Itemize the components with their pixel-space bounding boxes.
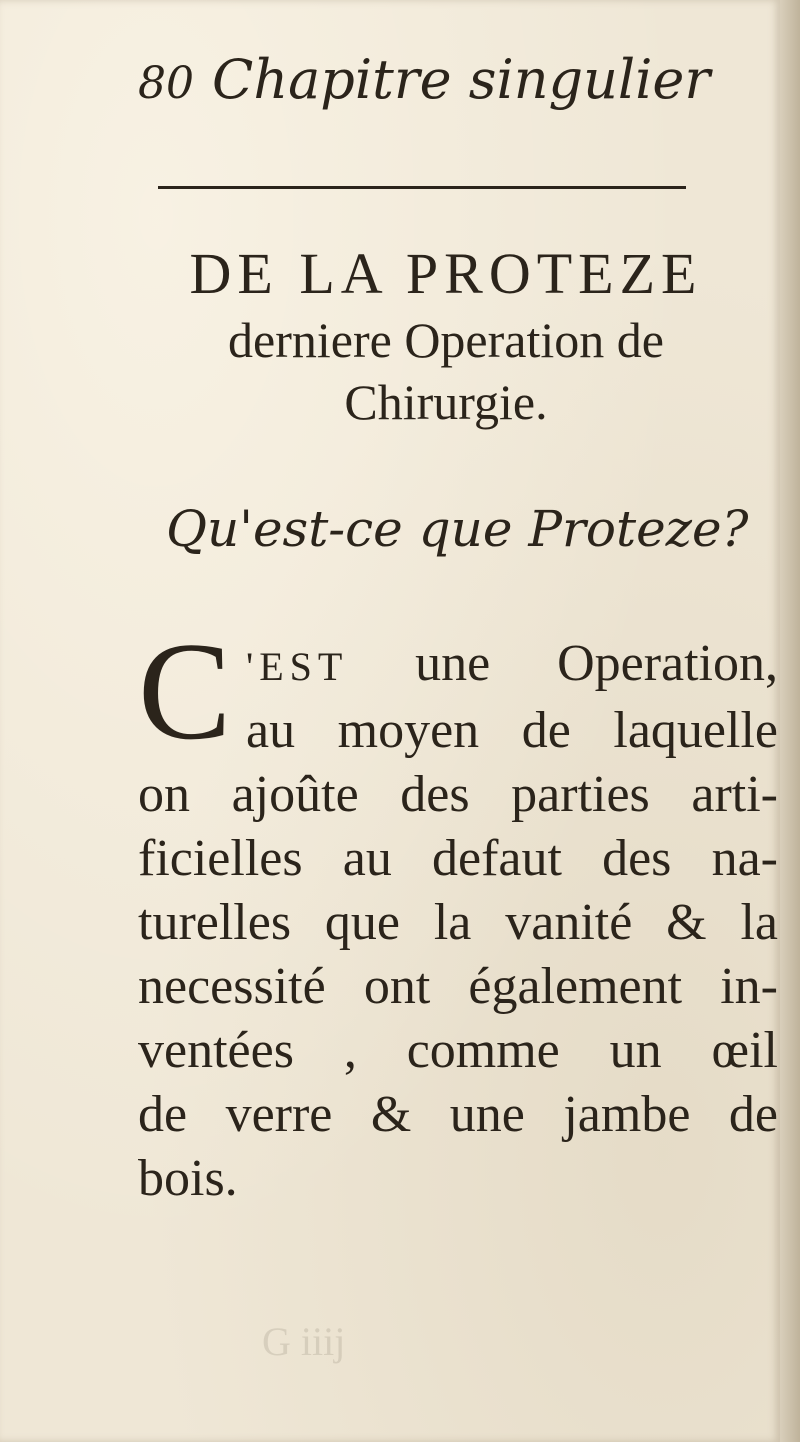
- body-line-8: de verre & une jambe de: [138, 1086, 778, 1143]
- body-line-1-rest: une Operation,: [348, 635, 778, 692]
- question-heading: Qu'est-ce que Proteze?: [166, 500, 749, 558]
- body-line-4: ficielles au defaut des na-: [138, 830, 778, 887]
- section-heading: [130, 238, 762, 434]
- running-head: [138, 48, 710, 111]
- heading-line-3: Chirurgie.: [344, 374, 548, 430]
- body-line-1: [138, 632, 778, 699]
- page-number: 80: [138, 58, 194, 109]
- body-line-7: ventées , comme un œil: [138, 1022, 778, 1079]
- drop-cap: C: [138, 614, 232, 769]
- body-line-6: necessité ont également in-: [138, 958, 778, 1015]
- signature-mark: G iiij: [262, 1319, 346, 1364]
- header-rule: [158, 186, 686, 189]
- heading-line-1: DE LA PROTEZE: [189, 241, 703, 306]
- body-paragraph: [138, 614, 778, 1211]
- running-title: Chapitre singulier: [212, 48, 711, 111]
- page-edge: [780, 0, 800, 1442]
- body-line-9: bois.: [138, 1150, 238, 1207]
- body-line-5: turelles que la vanité & la: [138, 894, 778, 951]
- small-caps-word: 'EST: [246, 644, 349, 689]
- body-line-3: on ajoûte des parties arti-: [138, 766, 778, 823]
- body-line-2: au moyen de laquelle: [246, 702, 778, 759]
- heading-line-2: derniere Operation de: [228, 312, 664, 368]
